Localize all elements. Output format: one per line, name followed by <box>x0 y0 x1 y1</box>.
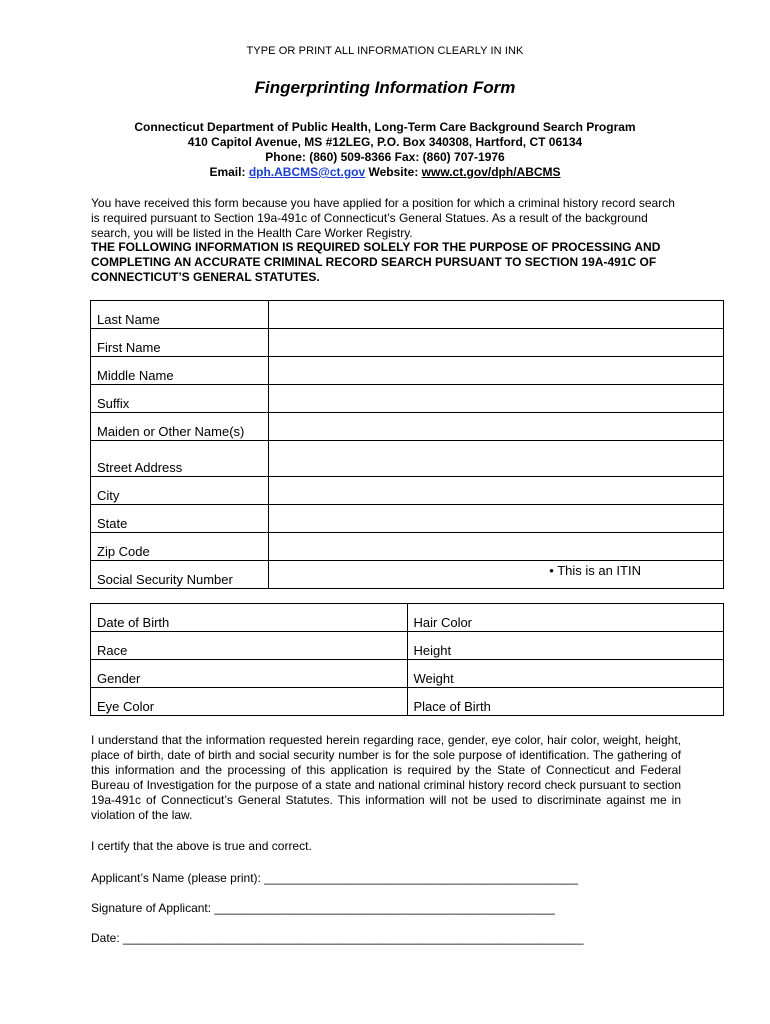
first-name-field[interactable] <box>269 329 724 357</box>
first-name-label: First Name <box>91 329 269 357</box>
email-link[interactable]: dph.ABCMS@ct.gov <box>248 165 366 179</box>
middle-name-field[interactable] <box>269 357 724 385</box>
table-row <box>91 385 724 413</box>
weight-field[interactable]: Weight <box>407 660 724 688</box>
contact-line <box>0 165 770 179</box>
state-label: State <box>91 505 269 533</box>
suffix-field[interactable] <box>269 385 724 413</box>
physical-info-table <box>90 603 724 716</box>
phone-fax: Phone: (860) 509-8366 Fax: (860) 707-1976 <box>265 150 505 164</box>
required-notice: THE FOLLOWING INFORMATION IS REQUIRED SOLELY FOR THE PURPOSE OF PROCESSING AND COMPLETING AN ACCURATE CRIMINAL RECORD SEARCH PURSUANT TO SECTION 19A-491C OF CONNECTICUT’S GENERAL STATUTES. <box>91 240 661 284</box>
personal-info-table <box>90 300 724 589</box>
table-row <box>91 357 724 385</box>
maiden-name-field[interactable] <box>269 413 724 441</box>
table-row <box>91 660 724 688</box>
last-name-label: Last Name <box>91 301 269 329</box>
middle-name-label: Middle Name <box>91 357 269 385</box>
state-field[interactable] <box>269 505 724 533</box>
website-link[interactable]: www.ct.gov/dph/ABCMS <box>421 165 561 179</box>
certification-statement: I certify that the above is true and correct. <box>91 839 312 853</box>
website-label: Website: <box>365 165 422 179</box>
email-label: Email: <box>209 165 249 179</box>
city-label: City <box>91 477 269 505</box>
race-field[interactable]: Race <box>91 632 408 660</box>
city-field[interactable] <box>269 477 724 505</box>
suffix-label: Suffix <box>91 385 269 413</box>
table-row <box>91 561 724 589</box>
table-row <box>91 301 724 329</box>
street-address-field[interactable] <box>269 441 724 477</box>
table-row <box>91 441 724 477</box>
applicant-name-line[interactable]: Applicant’s Name (please print): _______________________________________________ <box>91 871 578 885</box>
eye-color-field[interactable]: Eye Color <box>91 688 408 716</box>
table-row <box>91 533 724 561</box>
table-row <box>91 477 724 505</box>
form-title: Fingerprinting Information Form <box>254 78 516 97</box>
itin-checkbox[interactable]: • This is an ITIN <box>549 563 641 578</box>
last-name-field[interactable] <box>269 301 724 329</box>
table-row <box>91 632 724 660</box>
ssn-field[interactable] <box>269 561 724 589</box>
date-line[interactable]: Date: _____________________________________________________________________ <box>91 931 584 945</box>
department-name: Connecticut Department of Public Health, Long-Term Care Background Search Program <box>134 120 636 134</box>
gender-field[interactable]: Gender <box>91 660 408 688</box>
signature-line[interactable]: Signature of Applicant: ___________________________________________________ <box>91 901 555 915</box>
zip-code-field[interactable] <box>269 533 724 561</box>
height-field[interactable]: Height <box>407 632 724 660</box>
ssn-label: Social Security Number <box>91 561 269 589</box>
hair-color-field[interactable]: Hair Color <box>407 604 724 632</box>
table-row <box>91 413 724 441</box>
intro-paragraph: You have received this form because you have applied for a position for which a criminal history record search is required pursuant to Section 19a-491c of Connecticut’s General Statues. As a result of the background search, you will be listed in the Health Care Worker Registry. <box>91 196 675 240</box>
dob-field[interactable]: Date of Birth <box>91 604 408 632</box>
zip-code-label: Zip Code <box>91 533 269 561</box>
place-of-birth-field[interactable]: Place of Birth <box>407 688 724 716</box>
instruction-note: TYPE OR PRINT ALL INFORMATION CLEARLY IN INK <box>246 45 524 57</box>
mailing-address: 410 Capitol Avenue, MS #12LEG, P.O. Box 340308, Hartford, CT 06134 <box>187 135 583 149</box>
table-row <box>91 329 724 357</box>
table-row <box>91 505 724 533</box>
maiden-name-label: Maiden or Other Name(s) <box>91 413 269 441</box>
consent-paragraph: I understand that the information requested herein regarding race, gender, eye color, hair color, weight, height, place of birth, date of birth and social security number is for the sole purpose of identification. The gathering of this information and the processing of this application is required by the State of Connecticut and Federal Bureau of Investigation for the purpose of a state and national criminal history record check pursuant to section 19a-491c of Connecticut’s General Statutes. This information will not be used to discriminate against me in violation of the law. <box>91 733 681 822</box>
street-address-label: Street Address <box>91 441 269 477</box>
table-row <box>91 688 724 716</box>
table-row <box>91 604 724 632</box>
